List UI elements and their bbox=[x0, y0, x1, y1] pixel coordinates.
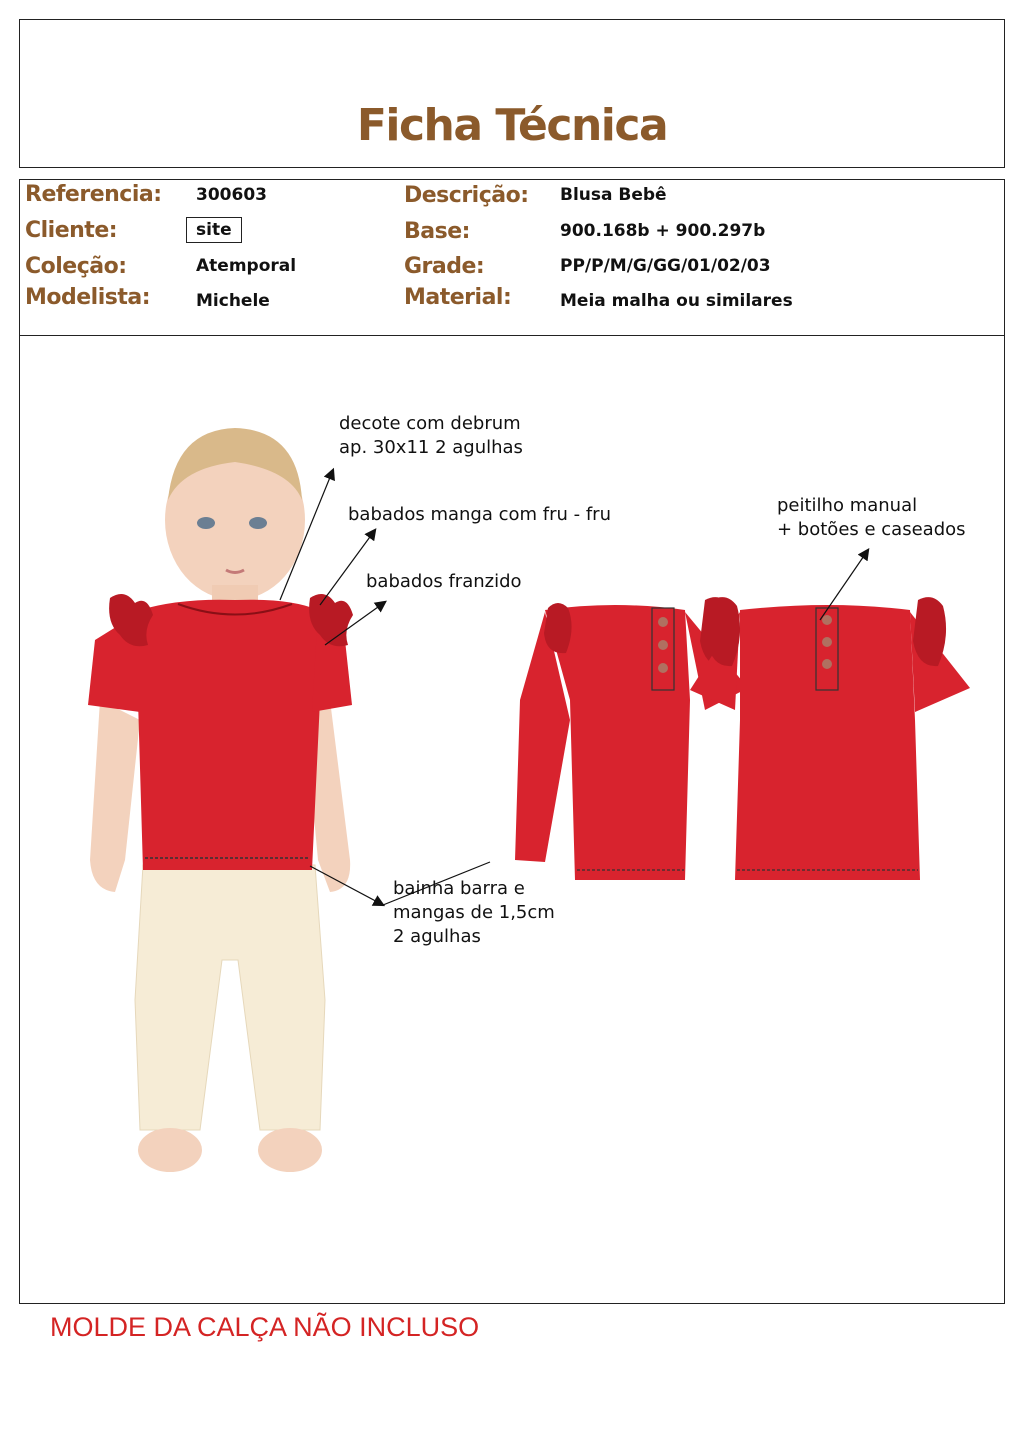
referencia-label: Referencia: bbox=[25, 182, 162, 207]
note-babados-franzido bbox=[366, 570, 522, 594]
footer-notice: MOLDE DA CALÇA NÃO INCLUSO bbox=[50, 1312, 480, 1342]
grade-label: Grade: bbox=[404, 254, 485, 279]
note-babados-manga bbox=[348, 503, 611, 527]
note-bainha-line-2: mangas de 1,5cm bbox=[393, 902, 555, 923]
cliente-value: site bbox=[196, 220, 232, 240]
note-decote-line-1: decote com debrum bbox=[339, 413, 521, 434]
note-peitilho-line-2: + botões e caseados bbox=[777, 519, 966, 540]
material-value: Meia malha ou similares bbox=[560, 291, 793, 311]
flat-sketch-front bbox=[690, 597, 970, 880]
referencia-value: 300603 bbox=[196, 185, 267, 205]
note-peitilho bbox=[777, 494, 966, 542]
base-value: 900.168b + 900.297b bbox=[560, 221, 766, 241]
modelista-value: Michele bbox=[196, 291, 270, 311]
base-label: Base: bbox=[404, 219, 470, 244]
note-babados-franzido-line-1: babados franzido bbox=[366, 571, 522, 592]
material-label: Material: bbox=[404, 285, 512, 310]
document-title: Ficha Técnica bbox=[356, 100, 668, 151]
note-decote-line-2: ap. 30x11 2 agulhas bbox=[339, 437, 523, 458]
grade-value: PP/P/M/G/GG/01/02/03 bbox=[560, 256, 771, 276]
note-bainha bbox=[393, 877, 555, 949]
note-decote bbox=[339, 412, 523, 460]
modelista-label: Modelista: bbox=[25, 285, 151, 310]
cliente-label: Cliente: bbox=[25, 218, 118, 243]
descricao-value: Blusa Bebê bbox=[560, 185, 667, 205]
note-peitilho-line-1: peitilho manual bbox=[777, 495, 918, 516]
colecao-label: Coleção: bbox=[25, 254, 127, 279]
note-bainha-line-1: bainha barra e bbox=[393, 878, 525, 899]
colecao-value: Atemporal bbox=[196, 256, 297, 276]
descricao-label: Descrição: bbox=[404, 183, 529, 208]
note-bainha-line-3: 2 agulhas bbox=[393, 926, 481, 947]
note-babados-manga-line-1: babados manga com fru - fru bbox=[348, 504, 611, 525]
baby-model-figure bbox=[88, 428, 353, 1172]
